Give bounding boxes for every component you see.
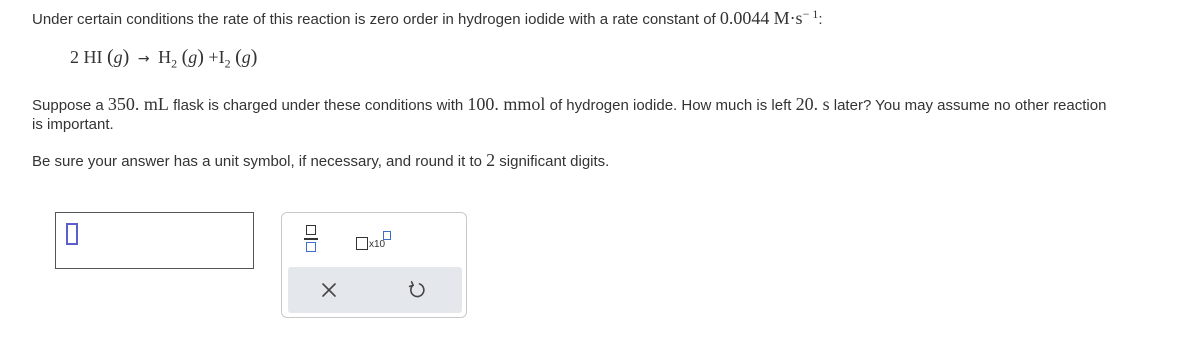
eq-phase-1: g — [113, 47, 123, 67]
eq-reactant: HI — [83, 47, 103, 67]
instr-text-1: Be sure your answer has a unit symbol, if necessary, and round it to — [32, 153, 487, 170]
elapsed-time: 20. s — [795, 94, 830, 114]
eq-product1: H — [158, 47, 172, 67]
question-line-2: is important. — [32, 116, 114, 133]
eq-product2-sub: 2 — [224, 56, 231, 71]
q-text-1: Suppose a — [32, 97, 108, 114]
intro-end: : — [818, 11, 823, 28]
answer-input[interactable] — [55, 212, 254, 269]
eq-product1-sub: 2 — [171, 56, 178, 71]
palette-action-row — [288, 267, 462, 313]
flask-volume: 350. mL — [107, 94, 169, 114]
instructions — [32, 150, 609, 171]
intro-text: Under certain conditions the rate of this reaction is zero order in hydrogen iodide with a rate constant of — [32, 11, 720, 28]
rate-constant: 0.0044 — [719, 8, 770, 28]
clear-x-icon[interactable] — [320, 281, 338, 299]
eq-phase-2: g — [188, 47, 198, 67]
scientific-notation-icon[interactable] — [356, 231, 406, 255]
rate-unit: M·s — [773, 8, 803, 28]
x10-label: x10 — [369, 239, 386, 250]
q-text-3: of hydrogen iodide. How much is left — [545, 97, 796, 114]
reaction-equation: 2 HI $(g) \to H_2$ $(g) +I_2$ (g) — [70, 46, 258, 71]
q-text-4: later? You may assume no other reaction — [829, 97, 1107, 114]
question-intro — [32, 8, 823, 29]
undo-reset-icon[interactable] — [407, 280, 427, 300]
instr-text-2: significant digits. — [495, 153, 610, 170]
rate-unit-exponent: − 1 — [802, 7, 819, 21]
hi-amount: 100. mmol — [467, 94, 546, 114]
eq-plus: + — [208, 47, 219, 67]
fraction-icon[interactable] — [304, 225, 320, 255]
eq-coef: 2 — [70, 47, 79, 67]
eq-arrow: → — [137, 51, 150, 67]
eq-product2: I — [218, 47, 225, 67]
q-text-2: flask is charged under these conditions with — [173, 97, 468, 114]
sig-figs: 2 — [486, 150, 496, 170]
eq-phase-3: g — [241, 47, 251, 67]
math-palette — [281, 212, 467, 318]
question-line-1 — [32, 94, 1106, 115]
answer-cursor-slot[interactable] — [66, 223, 78, 245]
